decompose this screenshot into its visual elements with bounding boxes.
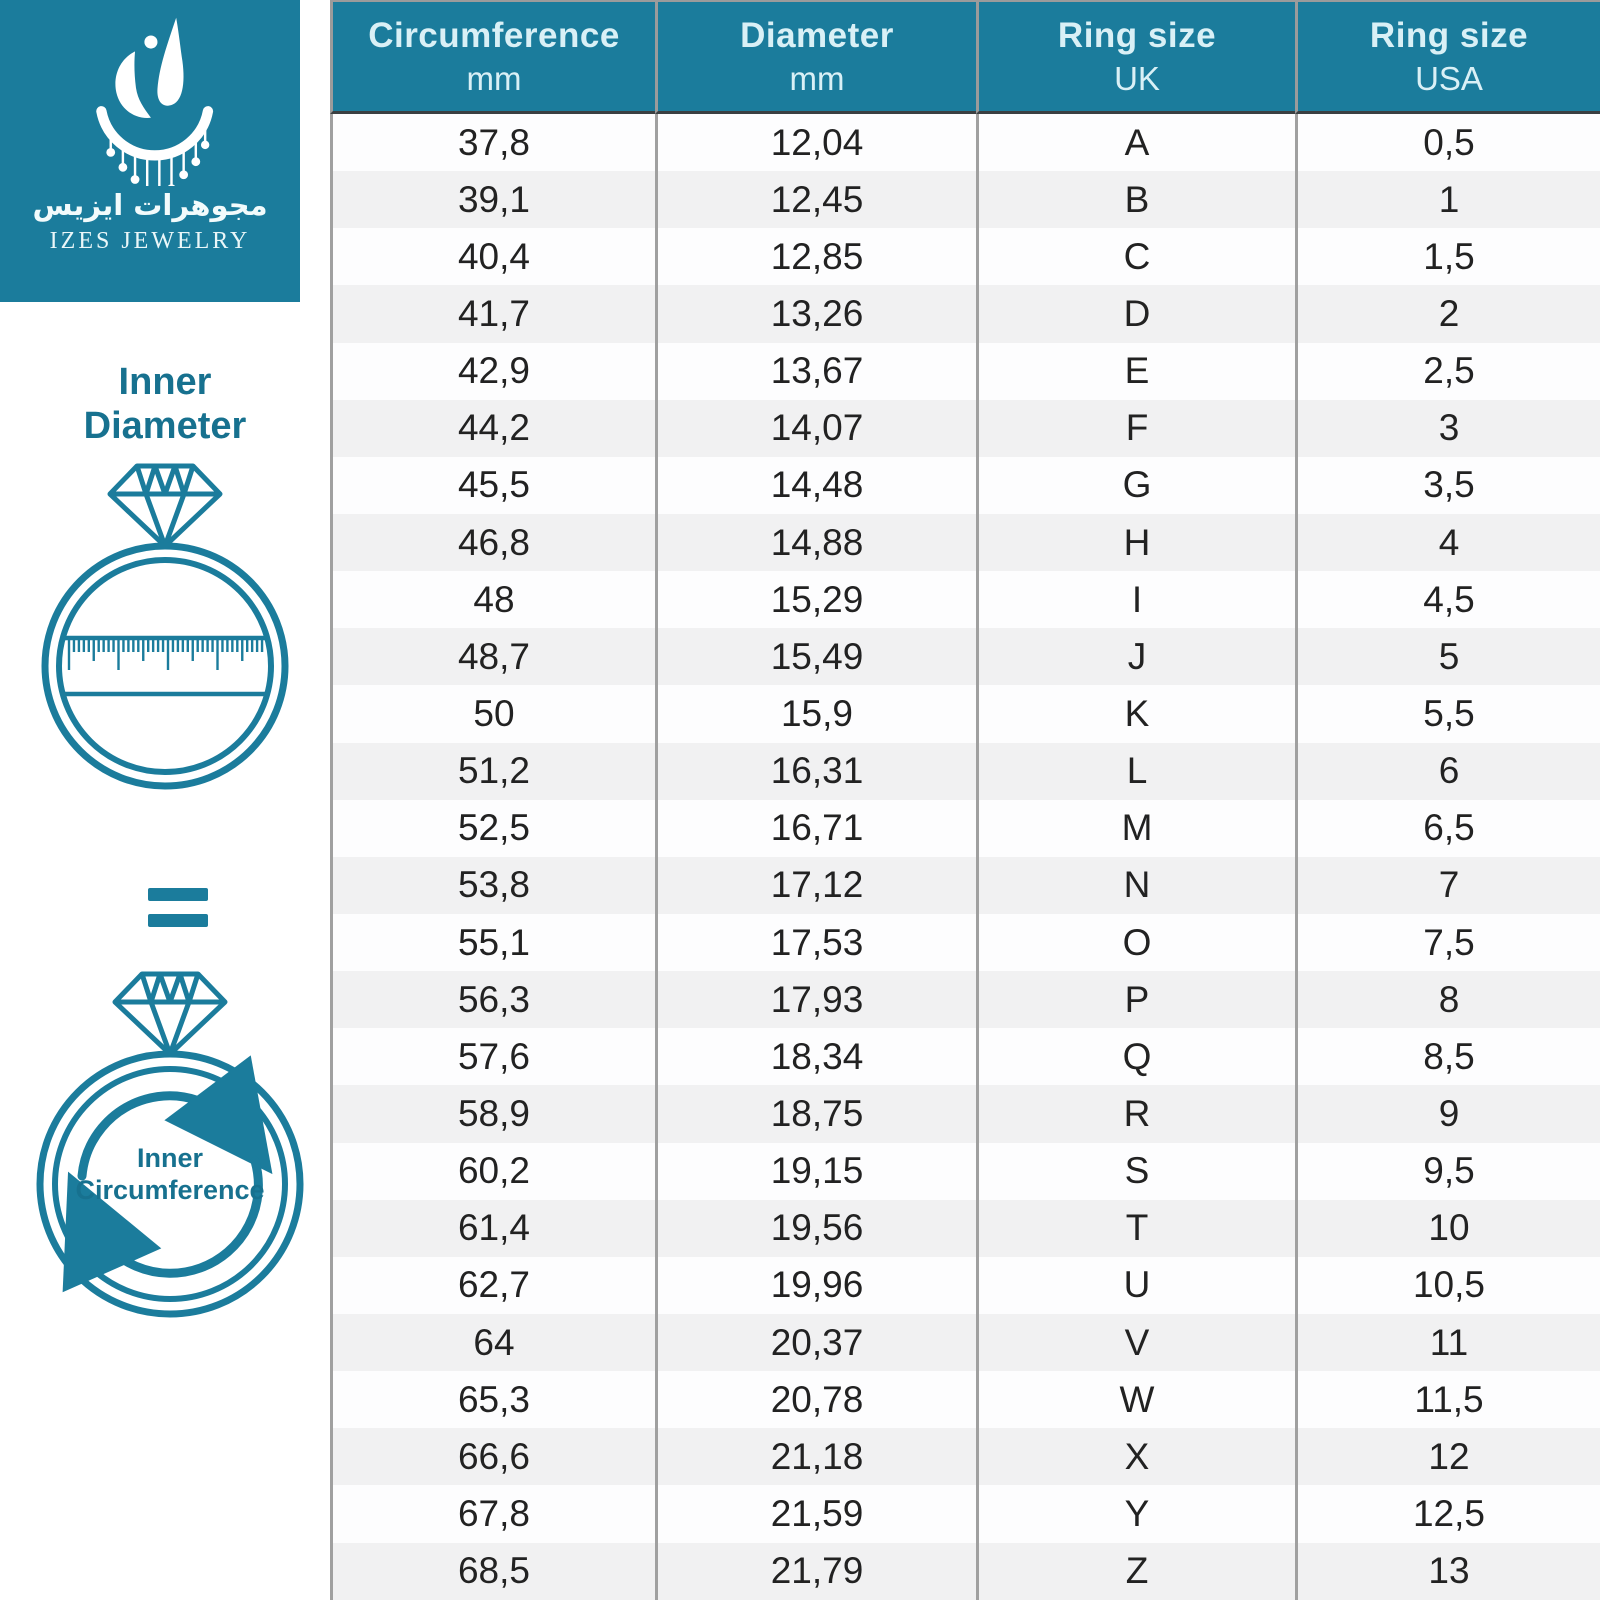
table-row	[330, 114, 1600, 171]
cell-diameter: 15,29	[655, 571, 976, 628]
header-unit: mm	[466, 59, 522, 97]
cell-diameter: 15,9	[655, 685, 976, 742]
cell-ring-size-uk: Y	[976, 1485, 1295, 1542]
cell-ring-size-uk: S	[976, 1143, 1295, 1200]
cell-diameter: 15,49	[655, 628, 976, 685]
cell-ring-size-uk: J	[976, 628, 1295, 685]
table-row	[330, 571, 1600, 628]
table-row	[330, 514, 1600, 571]
cell-circumference: 68,5	[330, 1543, 655, 1600]
cell-ring-size-usa: 11,5	[1295, 1371, 1600, 1428]
cell-ring-size-usa: 2	[1295, 285, 1600, 342]
cell-ring-size-uk: Z	[976, 1543, 1295, 1600]
inner-circumference-line2: Circumference	[75, 1175, 265, 1206]
equals-icon	[148, 888, 208, 940]
table-row	[330, 400, 1600, 457]
inner-circumference-label	[20, 1142, 320, 1207]
cell-ring-size-uk: D	[976, 285, 1295, 342]
cell-ring-size-usa: 7	[1295, 857, 1600, 914]
cell-circumference: 41,7	[330, 285, 655, 342]
inner-diameter-label	[0, 360, 330, 448]
table-row	[330, 914, 1600, 971]
cell-diameter: 14,48	[655, 457, 976, 514]
cell-diameter: 21,79	[655, 1543, 976, 1600]
cell-ring-size-uk: Q	[976, 1028, 1295, 1085]
inner-diameter-line1: Inner	[118, 361, 212, 403]
header-circumference	[330, 0, 655, 114]
cell-diameter: 18,34	[655, 1028, 976, 1085]
cell-ring-size-usa: 4	[1295, 514, 1600, 571]
cell-diameter: 19,96	[655, 1257, 976, 1314]
table-row	[330, 1028, 1600, 1085]
brand-logo-calligraphy-icon	[56, 14, 244, 186]
cell-circumference: 40,4	[330, 228, 655, 285]
cell-ring-size-uk: E	[976, 343, 1295, 400]
cell-ring-size-uk: A	[976, 114, 1295, 171]
cell-diameter: 13,67	[655, 343, 976, 400]
cell-circumference: 45,5	[330, 457, 655, 514]
cell-circumference: 62,7	[330, 1257, 655, 1314]
table-row	[330, 800, 1600, 857]
table-row	[330, 1371, 1600, 1428]
cell-ring-size-usa: 1,5	[1295, 228, 1600, 285]
cell-ring-size-uk: V	[976, 1314, 1295, 1371]
cell-circumference: 37,8	[330, 114, 655, 171]
table-row	[330, 743, 1600, 800]
cell-ring-size-usa: 3	[1295, 400, 1600, 457]
cell-ring-size-usa: 7,5	[1295, 914, 1600, 971]
cell-ring-size-uk: I	[976, 571, 1295, 628]
cell-diameter: 19,15	[655, 1143, 976, 1200]
cell-ring-size-usa: 8,5	[1295, 1028, 1600, 1085]
cell-diameter: 16,31	[655, 743, 976, 800]
cell-circumference: 66,6	[330, 1428, 655, 1485]
cell-ring-size-usa: 10	[1295, 1200, 1600, 1257]
cell-ring-size-uk: T	[976, 1200, 1295, 1257]
cell-circumference: 55,1	[330, 914, 655, 971]
cell-diameter: 20,78	[655, 1371, 976, 1428]
cell-ring-size-usa: 12	[1295, 1428, 1600, 1485]
header-diameter	[655, 0, 976, 114]
cell-ring-size-usa: 4,5	[1295, 571, 1600, 628]
cell-ring-size-uk: K	[976, 685, 1295, 742]
cell-ring-size-uk: O	[976, 914, 1295, 971]
brand-name-latin: IZES JEWELRY	[49, 228, 251, 254]
cell-diameter: 19,56	[655, 1200, 976, 1257]
cell-ring-size-uk: H	[976, 514, 1295, 571]
table-row	[330, 285, 1600, 342]
header-unit: USA	[1415, 59, 1483, 97]
cell-circumference: 51,2	[330, 743, 655, 800]
table-row	[330, 1143, 1600, 1200]
table-row	[330, 171, 1600, 228]
table-row	[330, 628, 1600, 685]
cell-circumference: 67,8	[330, 1485, 655, 1542]
cell-ring-size-usa: 0,5	[1295, 114, 1600, 171]
header-unit: mm	[789, 59, 845, 97]
diamond-icon	[115, 974, 225, 1054]
cell-circumference: 58,9	[330, 1085, 655, 1142]
cell-diameter: 16,71	[655, 800, 976, 857]
header-title: Ring size	[1057, 15, 1217, 55]
cell-ring-size-uk: W	[976, 1371, 1295, 1428]
cell-circumference: 39,1	[330, 171, 655, 228]
ring-inner-diameter-illustration	[25, 448, 305, 820]
cell-ring-size-usa: 1	[1295, 171, 1600, 228]
cell-ring-size-usa: 12,5	[1295, 1485, 1600, 1542]
brand-name-arabic: مجوهرات ايزيس	[32, 188, 268, 222]
table-row	[330, 857, 1600, 914]
cell-circumference: 44,2	[330, 400, 655, 457]
table-row	[330, 1085, 1600, 1142]
cell-ring-size-uk: P	[976, 971, 1295, 1028]
cell-diameter: 20,37	[655, 1314, 976, 1371]
cell-ring-size-uk: L	[976, 743, 1295, 800]
cell-circumference: 61,4	[330, 1200, 655, 1257]
cell-circumference: 42,9	[330, 343, 655, 400]
table-row	[330, 228, 1600, 285]
cell-ring-size-uk: F	[976, 400, 1295, 457]
table-row	[330, 343, 1600, 400]
table-row	[330, 1314, 1600, 1371]
cell-diameter: 14,07	[655, 400, 976, 457]
cell-circumference: 52,5	[330, 800, 655, 857]
ring-size-table	[330, 0, 1600, 1600]
table-row	[330, 1485, 1600, 1542]
table-body	[330, 114, 1600, 1600]
cell-circumference: 46,8	[330, 514, 655, 571]
ruler-ticks	[69, 640, 262, 670]
cell-diameter: 21,59	[655, 1485, 976, 1542]
diamond-icon	[110, 466, 220, 546]
cell-ring-size-uk: N	[976, 857, 1295, 914]
inner-diameter-line2: Diameter	[83, 405, 247, 448]
cell-diameter: 12,85	[655, 228, 976, 285]
cell-diameter: 12,45	[655, 171, 976, 228]
cell-circumference: 56,3	[330, 971, 655, 1028]
cell-diameter: 13,26	[655, 285, 976, 342]
header-title: Diameter	[740, 15, 894, 55]
cell-circumference: 60,2	[330, 1143, 655, 1200]
cell-ring-size-uk: U	[976, 1257, 1295, 1314]
cell-ring-size-usa: 5	[1295, 628, 1600, 685]
cell-ring-size-uk: M	[976, 800, 1295, 857]
ruler-icon	[63, 638, 267, 694]
header-ring-size-uk	[976, 0, 1295, 114]
header-ring-size-usa	[1295, 0, 1600, 114]
cell-circumference: 53,8	[330, 857, 655, 914]
cell-circumference: 48	[330, 571, 655, 628]
cell-circumference: 48,7	[330, 628, 655, 685]
cell-diameter: 21,18	[655, 1428, 976, 1485]
cell-ring-size-usa: 6,5	[1295, 800, 1600, 857]
header-title: Ring size	[1369, 15, 1529, 55]
cell-diameter: 17,93	[655, 971, 976, 1028]
cell-ring-size-uk: G	[976, 457, 1295, 514]
inner-circumference-line1: Inner	[136, 1143, 203, 1173]
cell-ring-size-usa: 10,5	[1295, 1257, 1600, 1314]
table-row	[330, 457, 1600, 514]
cell-ring-size-usa: 6	[1295, 743, 1600, 800]
cell-ring-size-usa: 9	[1295, 1085, 1600, 1142]
brand-logo	[0, 0, 300, 302]
ring-band-icon	[45, 546, 285, 786]
sidebar	[0, 0, 330, 1600]
cell-ring-size-usa: 8	[1295, 971, 1600, 1028]
cell-diameter: 18,75	[655, 1085, 976, 1142]
table-row	[330, 1200, 1600, 1257]
header-unit: UK	[1114, 59, 1160, 97]
table-row	[330, 1428, 1600, 1485]
cell-ring-size-usa: 2,5	[1295, 343, 1600, 400]
cell-diameter: 14,88	[655, 514, 976, 571]
cell-ring-size-usa: 3,5	[1295, 457, 1600, 514]
cell-ring-size-usa: 13	[1295, 1543, 1600, 1600]
table-header-row	[330, 0, 1600, 114]
table-row	[330, 1543, 1600, 1600]
cell-diameter: 12,04	[655, 114, 976, 171]
cell-ring-size-uk: X	[976, 1428, 1295, 1485]
cell-diameter: 17,53	[655, 914, 976, 971]
cell-circumference: 50	[330, 685, 655, 742]
cell-ring-size-usa: 11	[1295, 1314, 1600, 1371]
table-row	[330, 685, 1600, 742]
cell-circumference: 64	[330, 1314, 655, 1371]
cell-circumference: 65,3	[330, 1371, 655, 1428]
table-row	[330, 971, 1600, 1028]
cell-ring-size-uk: B	[976, 171, 1295, 228]
cell-ring-size-uk: C	[976, 228, 1295, 285]
cell-ring-size-uk: R	[976, 1085, 1295, 1142]
header-title: Circumference	[368, 15, 620, 55]
cell-ring-size-usa: 5,5	[1295, 685, 1600, 742]
cell-circumference: 57,6	[330, 1028, 655, 1085]
cell-diameter: 17,12	[655, 857, 976, 914]
table-row	[330, 1257, 1600, 1314]
cell-ring-size-usa: 9,5	[1295, 1143, 1600, 1200]
